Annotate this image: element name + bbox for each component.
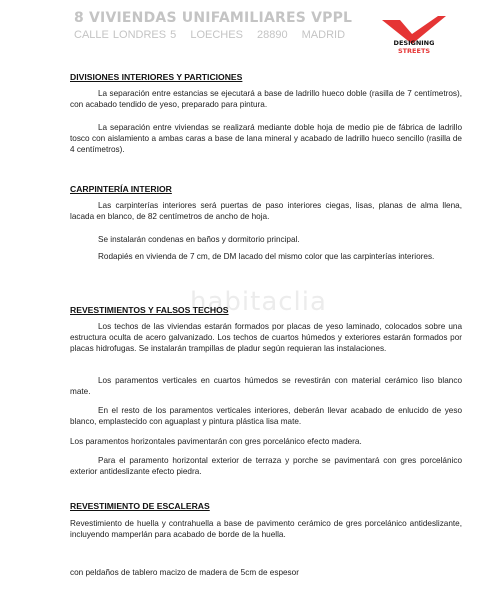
paragraph: Para el paramento horizontal exterior de terraza y porche se pavimentará con gres porcelánico exterior antideslizante efecto piedra.: [70, 456, 462, 476]
section-body: [70, 234, 462, 245]
section-body: [70, 200, 462, 222]
section-heading: REVESTIMIENTO DE ESCALERAS: [70, 501, 210, 511]
project-title: 8 VIVIENDAS UNIFAMILIARES VPPL: [74, 10, 353, 26]
paragraph: con peldaños de tablero macizo de madera de 5cm de espesor: [70, 568, 299, 577]
section-body: [70, 251, 462, 262]
paragraph: Los techos de las viviendas estarán formados por placas de yeso laminado, colocados sobre una estructura oculta de acero galvanizado. Los techos de cuartos húmedos y exteriores estarán formados por placas hidrofugas. Se instalarán trampillas de pladur según requieran las instalaciones.: [70, 322, 462, 353]
address-postcode: 28890: [256, 29, 288, 41]
section-body: [70, 436, 462, 447]
section-body: [70, 455, 462, 477]
document-header: [74, 10, 374, 41]
address-town: LOECHES: [190, 29, 243, 41]
paragraph: Los paramentos horizontales pavimentarán con gres porcelánico efecto madera.: [70, 437, 362, 446]
paragraph: Se instalarán condenas en baños y dormitorio principal.: [98, 235, 300, 244]
paragraph: Revestimiento de huella y contrahuella a base de pavimento cerámico de gres porcelánico antideslizante, incluyendo mamperlán para acabado de borde de la huella.: [70, 519, 462, 539]
paragraph: Los paramentos verticales en cuartos húmedos se revestirán con material cerámico liso blanco mate.: [70, 376, 462, 396]
section-body: [70, 375, 462, 397]
paragraph: En el resto de los paramentos verticales interiores, deberán llevar acabado de enlucido de yeso blanco, emplastecido con aguaplast y pintura plástica lisa mate.: [70, 406, 462, 426]
section-heading: REVESTIMIENTOS Y FALSOS TECHOS: [70, 305, 229, 315]
paragraph: Las carpinterías interiores será puertas de paso interiores ciegas, lisas, planas de alma llena, lacada en blanco, de 82 centímetros de ancho de hoja.: [70, 201, 462, 221]
section-body: [70, 518, 462, 540]
section-body: [70, 88, 462, 110]
section-body: [70, 567, 462, 578]
paragraph: La separación entre viviendas se realizará mediante doble hoja de medio pie de fábrica de ladrillo tosco con aislamiento a ambas caras a base de lana mineral y acabado de ladrillo hueco sencillo (rasilla de 4 centímetros).: [70, 123, 462, 154]
watermark: habitaclia: [190, 287, 327, 317]
paragraph: Rodapiés en vivienda de 7 cm, de DM lacado del mismo color que las carpinterías interiores.: [98, 252, 435, 261]
logo-line-2: STREETS: [397, 47, 431, 55]
section-body: [70, 122, 462, 155]
project-address: [74, 29, 374, 41]
logo-line-1: DESIGNING: [393, 39, 435, 47]
address-street: CALLE LONDRES 5: [74, 29, 177, 41]
company-logo: [378, 14, 450, 58]
section-heading: DIVISIONES INTERIORES Y PARTICIONES: [70, 72, 243, 82]
section-body: [70, 405, 462, 427]
paragraph: La separación entre estancias se ejecutará a base de ladrillo hueco doble (rasilla de 7 centímetros), con acabado tendido de yeso, preparado para pintura.: [70, 89, 462, 109]
section-body: [70, 321, 462, 354]
address-city: MADRID: [301, 29, 346, 41]
section-heading: CARPINTERÍA INTERIOR: [70, 184, 172, 194]
